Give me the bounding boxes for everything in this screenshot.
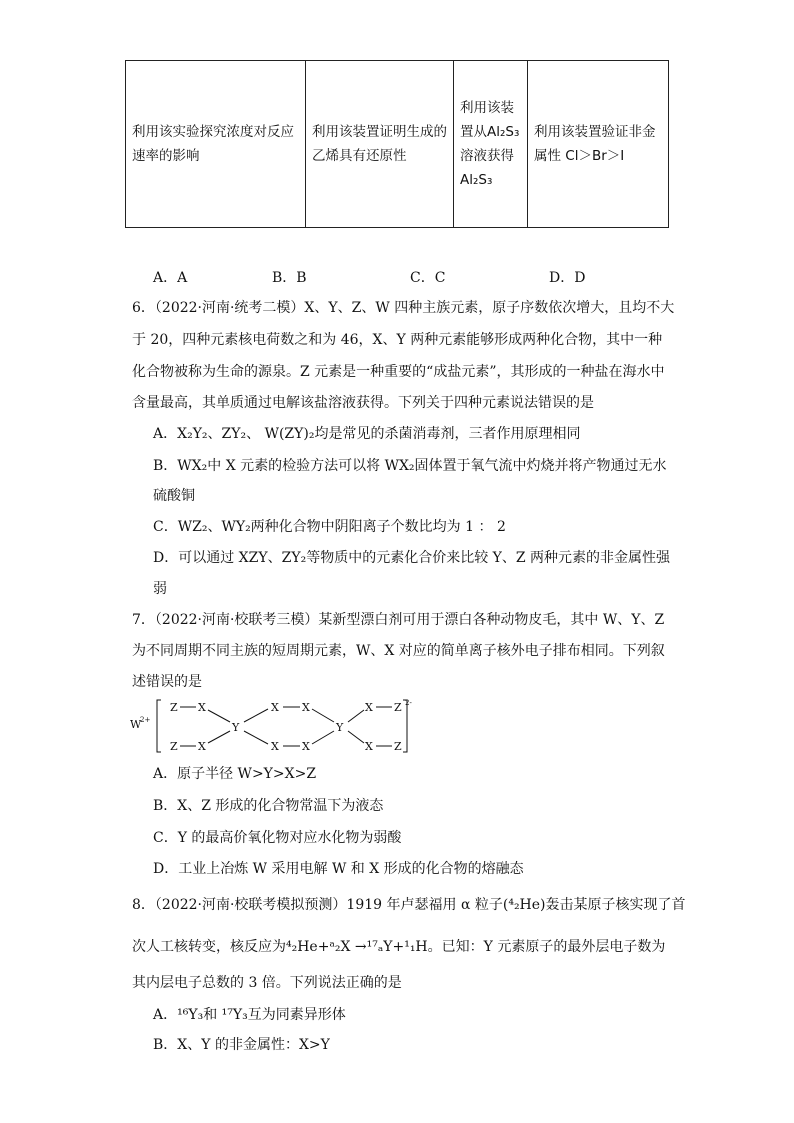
q5-option-a: A．A [153,270,188,286]
table-cell-a: 利用该实验探究浓度对反应速率的影响 [126,61,306,228]
w-charge-label: 2+ [140,716,151,724]
q7-option-a: A．原子半径 W>Y>X>Z [153,766,317,782]
atom-x: X [198,701,206,714]
q8-stem-line: 其内层电子总数的 3 倍。下列说法正确的是 [132,975,402,991]
q6-stem-line: 含量最高，其单质通过电解该盐溶液获得。下列关于四种元素说法错误的是 [132,395,594,411]
q7-stem-line: 述错误的是 [132,674,202,690]
q6-option-d-cont: 弱 [153,581,167,597]
q6-option-b: B．WX₂中 X 元素的检验方法可以将 WX₂固体置于氧气流中灼烧并将产物通过无水 [153,458,667,474]
q6-stem-line: 于 20，四种元素核电荷数之和为 46，X、Y 两种元素能够形成两种化合物，其中一种 [132,332,663,348]
w-cation-label: W [130,718,142,731]
atom-x: X [302,701,310,714]
atom-x: X [365,740,373,753]
table-cell-d: 利用该装置验证非金属性 Cl＞Br＞I [528,61,669,228]
atom-x: X [198,740,206,753]
atom-x: X [365,701,373,714]
atom-y: Y [336,721,344,734]
q6-stem-line: 化合物被称为生命的源泉。Z 元素是一种重要的“成盐元素”，其形成的一种盐在海水中 [132,364,665,380]
anion-charge-label: 2- [405,699,412,707]
q7-option-c: C．Y 的最高价氧化物对应水化物为弱酸 [153,830,402,846]
q6-option-b-cont: 硫酸铜 [153,488,195,504]
atom-z: Z [170,701,178,714]
q8-option-a: A．¹⁶Y₃和 ¹⁷Y₃互为同素异形体 [153,1007,346,1023]
atom-x: X [271,701,279,714]
q6-stem-line: 6．（2022·河南·统考二模）X、Y、Z、W 四种主族元素，原子序数依次增大，且均不大 [132,300,675,316]
atom-x: X [271,740,279,753]
table-cell-b: 利用该装置证明生成的乙烯具有还原性 [306,61,454,228]
q7-option-b: B．X、Z 形成的化合物常温下为液态 [153,798,384,814]
q8-stem-line: 次人工核转变，核反应为⁴₂He+ᵃ₂X →¹⁷ₐY+¹₁H。已知：Y 元素原子的最外层电子数为 [132,939,666,955]
atom-y: Y [232,721,240,734]
q7-stem-line: 7．（2022·河南·校联考三模）某新型漂白剂可用于漂白各种动物皮毛，其中 W、Y、Z [132,612,665,628]
q5-option-d: D．D [549,270,586,286]
q7-structure-diagram [128,694,418,756]
option-table [125,60,669,228]
q7-stem-line: 为不同周期不同主族的短周期元素，W、X 对应的简单离子核外电子排布相同。下列叙 [132,643,665,659]
table-row [126,61,669,228]
q8-stem-line: 8．（2022·河南·校联考模拟预测）1919 年卢瑟福用 α 粒子(⁴₂He)轰击某原子核实现了首 [132,897,686,913]
q6-option-c: C．WZ₂、WY₂两种化合物中阴阳离子个数比均为 1 ： 2 [153,519,506,535]
q8-option-b: B．X、Y 的非金属性：X>Y [153,1037,330,1053]
atom-z: Z [394,701,402,714]
atom-z: Z [394,740,402,753]
q5-option-b: B．B [272,270,307,286]
q5-option-c: C．C [410,270,446,286]
table-cell-c: 利用该装置从Al₂S₃溶液获得Al₂S₃ [454,61,528,228]
q6-option-a: A．X₂Y₂、ZY₂、 W(ZY)₂均是常见的杀菌消毒剂，三者作用原理相同 [153,426,581,442]
atom-z: Z [170,740,178,753]
q7-option-d: D．工业上冶炼 W 采用电解 W 和 X 形成的化合物的熔融态 [153,861,524,877]
atom-x: X [302,740,310,753]
q6-option-d: D．可以通过 XZY、ZY₂等物质中的元素化合价来比较 Y、Z 两种元素的非金属性强 [153,550,671,566]
